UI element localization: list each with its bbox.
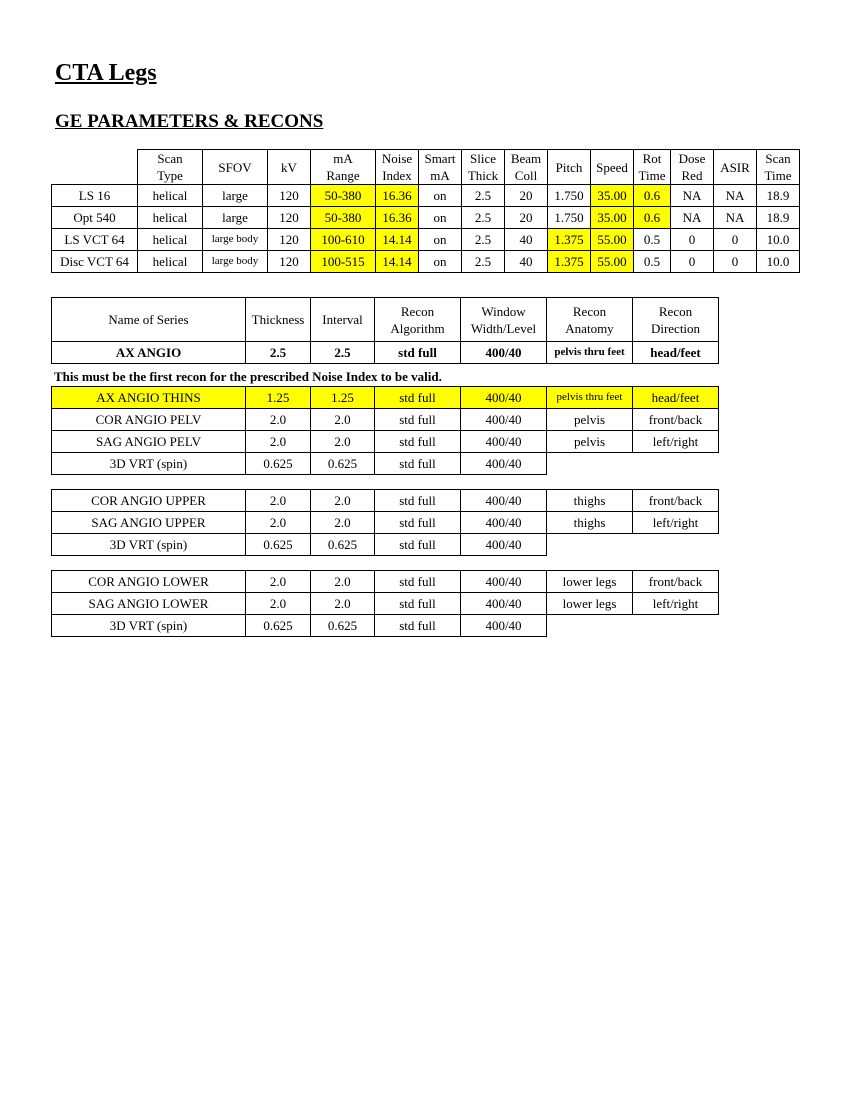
cell: 120: [268, 229, 311, 251]
series-name: AX ANGIO: [52, 342, 246, 364]
empty-cell: [547, 453, 633, 475]
cell: front/back: [633, 409, 719, 431]
cell: pelvis thru feet: [547, 387, 633, 409]
header-cell: Window Width/Level: [461, 298, 547, 342]
cell: 1.25: [311, 387, 375, 409]
header-cell: Interval: [311, 298, 375, 342]
cell: std full: [375, 409, 461, 431]
cell: helical: [138, 251, 203, 273]
cell: NA: [714, 207, 757, 229]
table-row: [52, 431, 719, 453]
cell: 0.5: [634, 251, 671, 273]
header-cell: Recon Algorithm: [375, 298, 461, 342]
corner-cell: [52, 150, 138, 185]
cell-highlighted: 0.6: [634, 185, 671, 207]
cell-highlighted: 35.00: [591, 185, 634, 207]
cell: front/back: [633, 490, 719, 512]
cell: 400/40: [461, 490, 547, 512]
empty-cell: [633, 615, 719, 637]
cell: 2.0: [246, 409, 311, 431]
cell: lower legs: [547, 571, 633, 593]
header-cell: Scan Type: [138, 150, 203, 185]
scan-parameters-table: [51, 149, 800, 273]
cell: left/right: [633, 512, 719, 534]
table-row: [52, 534, 719, 556]
cell: 10.0: [757, 229, 800, 251]
cell: 2.0: [311, 490, 375, 512]
cell: 0.625: [246, 453, 311, 475]
cell: 40: [505, 251, 548, 273]
header-cell: Rot Time: [634, 150, 671, 185]
series-name: SAG ANGIO PELV: [52, 431, 246, 453]
scanner-name: LS 16: [52, 185, 138, 207]
cell: 120: [268, 185, 311, 207]
cell: 2.5: [462, 185, 505, 207]
cell: std full: [375, 387, 461, 409]
cell: std full: [375, 342, 461, 364]
cell: pelvis thru feet: [547, 342, 633, 364]
cell: helical: [138, 207, 203, 229]
cell-highlighted: 50-380: [311, 207, 376, 229]
cell-highlighted: 14.14: [376, 251, 419, 273]
header-cell: Recon Direction: [633, 298, 719, 342]
series-name: COR ANGIO LOWER: [52, 571, 246, 593]
cell: std full: [375, 490, 461, 512]
cell: head/feet: [633, 387, 719, 409]
cell: on: [419, 229, 462, 251]
empty-cell: [547, 615, 633, 637]
cell: pelvis: [547, 431, 633, 453]
recon-group-pelvis: [51, 386, 719, 475]
header-cell: Name of Series: [52, 298, 246, 342]
table-row: [52, 571, 719, 593]
header-cell: SFOV: [203, 150, 268, 185]
cell: 2.5: [462, 229, 505, 251]
cell: std full: [375, 534, 461, 556]
cell: 20: [505, 207, 548, 229]
scanner-name: Opt 540: [52, 207, 138, 229]
header-cell: mA Range: [311, 150, 376, 185]
table-row: [52, 251, 800, 273]
series-name: COR ANGIO UPPER: [52, 490, 246, 512]
cell: on: [419, 185, 462, 207]
cell: 0.625: [246, 615, 311, 637]
page-title: CTA Legs: [55, 60, 157, 86]
cell: 2.5: [311, 342, 375, 364]
header-cell: ASIR: [714, 150, 757, 185]
cell: 20: [505, 185, 548, 207]
cell: left/right: [633, 431, 719, 453]
cell: 120: [268, 251, 311, 273]
cell: 2.5: [462, 251, 505, 273]
cell: 400/40: [461, 512, 547, 534]
series-name: COR ANGIO PELV: [52, 409, 246, 431]
cell: 2.0: [246, 431, 311, 453]
header-cell: Smart mA: [419, 150, 462, 185]
series-name: AX ANGIO THINS: [52, 387, 246, 409]
cell: 0.625: [311, 615, 375, 637]
empty-cell: [633, 534, 719, 556]
cell: std full: [375, 593, 461, 615]
cell: 0.625: [311, 453, 375, 475]
cell: 1.750: [548, 207, 591, 229]
cell: 0: [714, 251, 757, 273]
series-name: SAG ANGIO UPPER: [52, 512, 246, 534]
cell: 2.0: [311, 409, 375, 431]
cell: 0.625: [246, 534, 311, 556]
table-row: [52, 453, 719, 475]
cell: 40: [505, 229, 548, 251]
cell: std full: [375, 571, 461, 593]
table-row: [52, 490, 719, 512]
table-header-row: [52, 150, 800, 185]
cell-highlighted: 50-380: [311, 185, 376, 207]
note-text: This must be the first recon for the prescribed Noise Index to be valid.: [54, 369, 442, 384]
header-cell: Dose Red: [671, 150, 714, 185]
cell: 0.5: [634, 229, 671, 251]
scanner-name: Disc VCT 64: [52, 251, 138, 273]
cell: std full: [375, 512, 461, 534]
cell: 2.0: [311, 431, 375, 453]
cell: 0: [671, 251, 714, 273]
cell: helical: [138, 229, 203, 251]
header-cell: Slice Thick: [462, 150, 505, 185]
cell: NA: [671, 185, 714, 207]
table-header-row: [52, 298, 719, 342]
cell: 18.9: [757, 185, 800, 207]
header-cell: Thickness: [246, 298, 311, 342]
empty-cell: [547, 534, 633, 556]
series-name: 3D VRT (spin): [52, 615, 246, 637]
table-row: [52, 185, 800, 207]
series-name: 3D VRT (spin): [52, 534, 246, 556]
cell: lower legs: [547, 593, 633, 615]
cell-highlighted: 100-610: [311, 229, 376, 251]
cell: 400/40: [461, 387, 547, 409]
cell: 400/40: [461, 571, 547, 593]
cell: 400/40: [461, 615, 547, 637]
cell: 400/40: [461, 593, 547, 615]
cell: 2.5: [462, 207, 505, 229]
header-cell: Beam Coll: [505, 150, 548, 185]
recon-table-header: [51, 297, 719, 364]
cell: 0: [671, 229, 714, 251]
cell: 0: [714, 229, 757, 251]
cell: 2.0: [311, 512, 375, 534]
cell: 2.0: [246, 490, 311, 512]
cell-highlighted: 16.36: [376, 207, 419, 229]
series-name: 3D VRT (spin): [52, 453, 246, 475]
table-row: [52, 615, 719, 637]
cell: 2.0: [246, 593, 311, 615]
cell: 0.625: [311, 534, 375, 556]
cell: 400/40: [461, 409, 547, 431]
cell: 400/40: [461, 342, 547, 364]
cell-highlighted: 14.14: [376, 229, 419, 251]
section-title: GE PARAMETERS & RECONS: [55, 111, 324, 132]
cell-highlighted: 55.00: [591, 251, 634, 273]
cell: NA: [714, 185, 757, 207]
cell: 1.750: [548, 185, 591, 207]
cell: 120: [268, 207, 311, 229]
table-row: [52, 593, 719, 615]
cell: left/right: [633, 593, 719, 615]
cell: front/back: [633, 571, 719, 593]
recon-group-thighs: [51, 489, 719, 556]
empty-cell: [633, 453, 719, 475]
cell: thighs: [547, 490, 633, 512]
cell: 400/40: [461, 534, 547, 556]
cell: on: [419, 251, 462, 273]
cell: large body: [203, 251, 268, 273]
table-row: [52, 387, 719, 409]
cell: 2.0: [311, 571, 375, 593]
table-row: [52, 342, 719, 364]
cell: 1.25: [246, 387, 311, 409]
cell: std full: [375, 453, 461, 475]
cell-highlighted: 35.00: [591, 207, 634, 229]
cell: 2.0: [246, 512, 311, 534]
table-row: [52, 512, 719, 534]
cell: 2.0: [246, 571, 311, 593]
cell: std full: [375, 615, 461, 637]
header-cell: kV: [268, 150, 311, 185]
header-cell: Pitch: [548, 150, 591, 185]
cell: large: [203, 207, 268, 229]
cell: NA: [671, 207, 714, 229]
cell: 2.5: [246, 342, 311, 364]
table-row: [52, 229, 800, 251]
recon-group-lower-legs: [51, 570, 719, 637]
cell-highlighted: 55.00: [591, 229, 634, 251]
table-row: [52, 409, 719, 431]
cell-highlighted: 1.375: [548, 229, 591, 251]
scanner-name: LS VCT 64: [52, 229, 138, 251]
header-cell: Noise Index: [376, 150, 419, 185]
cell: 400/40: [461, 453, 547, 475]
cell: std full: [375, 431, 461, 453]
cell: head/feet: [633, 342, 719, 364]
header-cell: Speed: [591, 150, 634, 185]
cell: 18.9: [757, 207, 800, 229]
cell: pelvis: [547, 409, 633, 431]
cell: 400/40: [461, 431, 547, 453]
cell: large body: [203, 229, 268, 251]
cell: 10.0: [757, 251, 800, 273]
cell: large: [203, 185, 268, 207]
cell: thighs: [547, 512, 633, 534]
cell: helical: [138, 185, 203, 207]
cell: 2.0: [311, 593, 375, 615]
series-name: SAG ANGIO LOWER: [52, 593, 246, 615]
cell-highlighted: 0.6: [634, 207, 671, 229]
cell-highlighted: 100-515: [311, 251, 376, 273]
header-cell: Scan Time: [757, 150, 800, 185]
header-cell: Recon Anatomy: [547, 298, 633, 342]
cell-highlighted: 1.375: [548, 251, 591, 273]
cell: on: [419, 207, 462, 229]
table-row: [52, 207, 800, 229]
cell-highlighted: 16.36: [376, 185, 419, 207]
